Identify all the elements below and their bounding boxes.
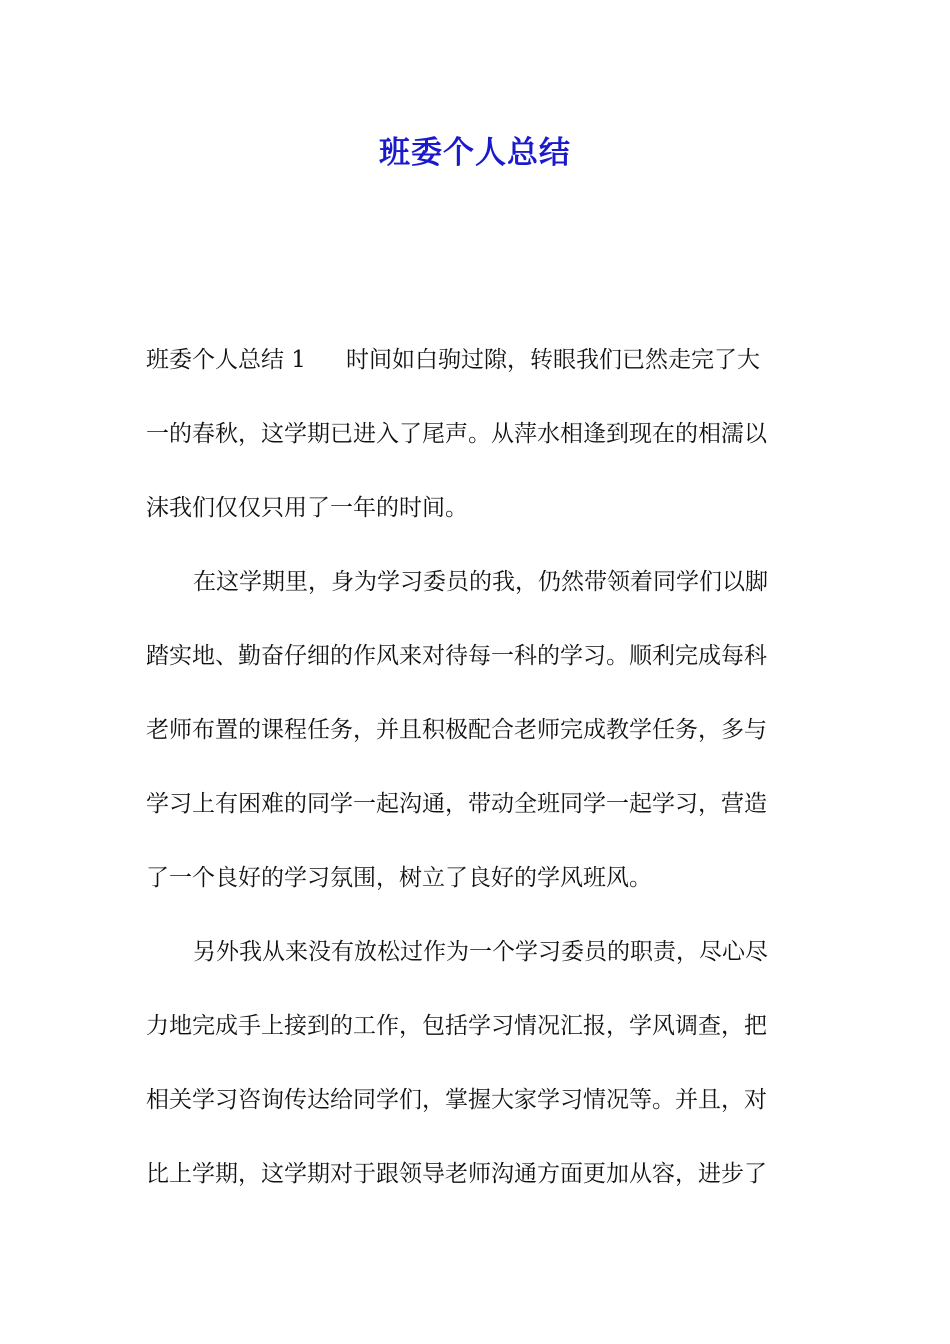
paragraph-1-line-3: 沫我们仅仅只用了一年的时间。 — [146, 495, 468, 521]
paragraph-2-line-4: 学习上有困难的同学一起沟通，带动全班同学一起学习，营造 — [146, 791, 767, 817]
paragraph-2-line-2: 踏实地、勤奋仔细的作风来对待每一科的学习。顺利完成每科 — [146, 643, 767, 669]
paragraph-2-line-5: 了一个良好的学习氛围，树立了良好的学风班风。 — [146, 865, 652, 891]
document-body — [146, 333, 806, 1221]
paragraph-3-line-2: 力地完成手上接到的工作，包括学习情况汇报，学风调查，把 — [146, 1013, 767, 1039]
paragraph-1-line-1 — [146, 333, 806, 407]
paragraph-3-line-1: 另外我从来没有放松过作为一个学习委员的职责，尽心尽 — [193, 939, 768, 965]
paragraph-3-line-4: 比上学期，这学期对于跟领导老师沟通方面更加从容，进步了 — [146, 1161, 767, 1187]
paragraph-1-line-2: 一的春秋，这学期已进入了尾声。从萍水相逢到现在的相濡以 — [146, 421, 767, 447]
document-title: 班委个人总结 — [379, 135, 571, 171]
paragraph-2-line-1: 在这学期里，身为学习委员的我，仍然带领着同学们以脚 — [193, 569, 768, 595]
paragraph-3-line-3: 相关学习咨询传达给同学们，掌握大家学习情况等。并且，对 — [146, 1087, 767, 1113]
paragraph-2-line-3: 老师布置的课程任务，并且积极配合老师完成教学任务，多与 — [146, 717, 767, 743]
section-heading: 班委个人总结 1 — [146, 347, 306, 373]
paragraph-1-text: 时间如白驹过隙，转眼我们已然走完了大 — [345, 347, 760, 373]
